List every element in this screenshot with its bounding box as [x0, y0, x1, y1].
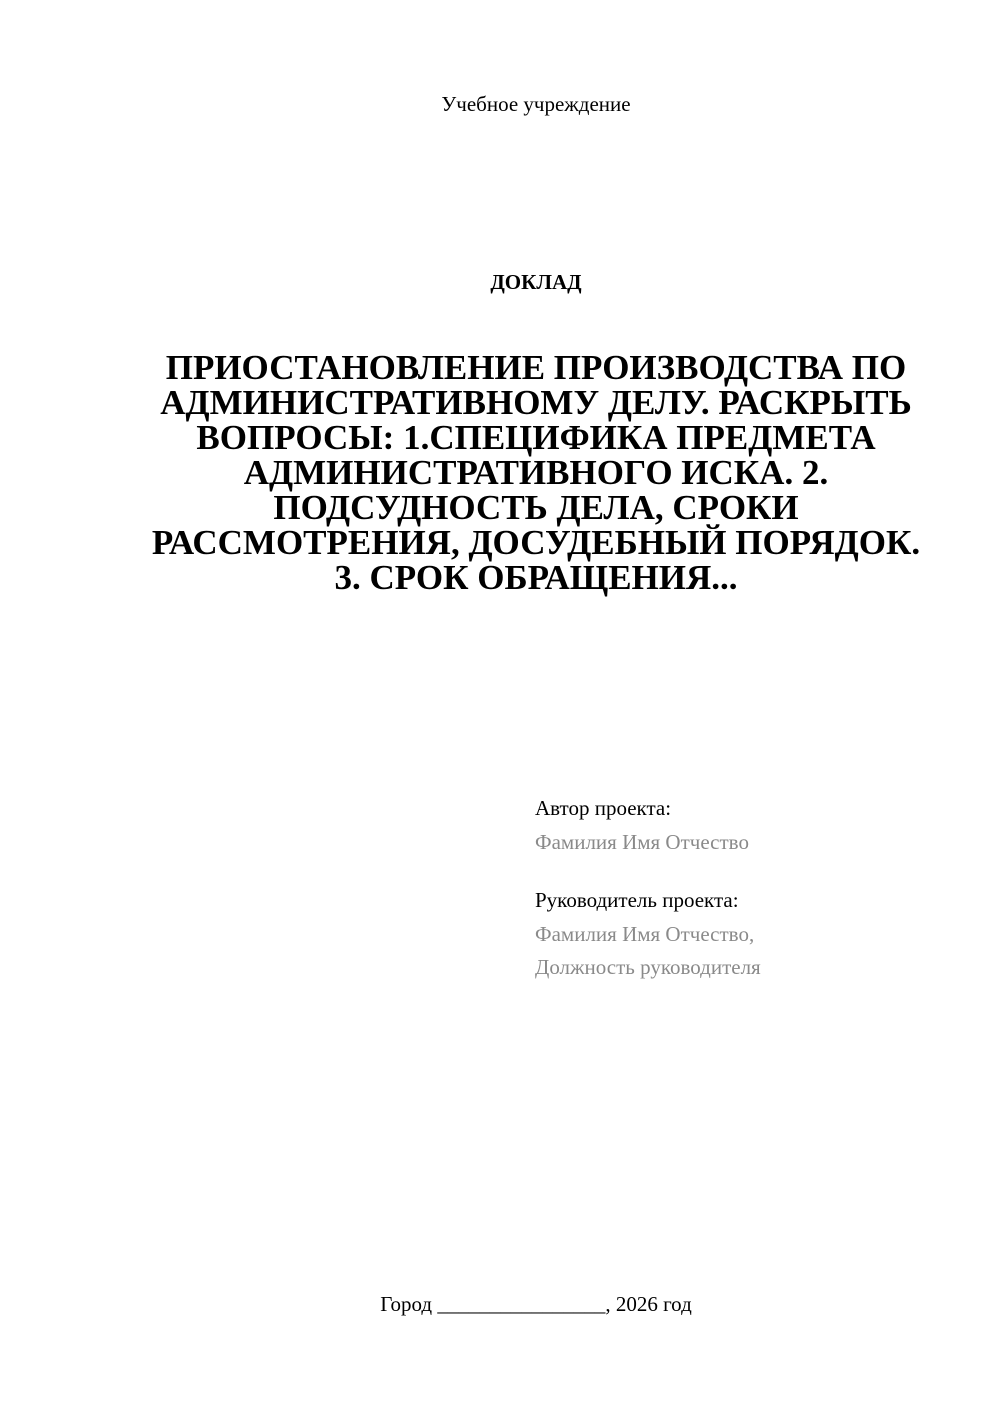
- institution-name: Учебное учреждение: [441, 92, 631, 116]
- author-label: Автор проекта:: [535, 796, 672, 820]
- document-title: ПРИОСТАНОВЛЕНИЕ ПРОИЗВОДСТВА ПО АДМИНИСТРАТИВНОМУ ДЕЛУ. РАСКРЫТЬ ВОПРОСЫ: 1.СПЕЦИФИКА ПРЕДМЕТА АДМИНИСТРАТИВНОГО ИСКА. 2. ПОДСУДНОСТЬ ДЕЛА, СРОКИ РАССМОТРЕНИЯ, ДОСУДЕБНЫЙ ПОРЯДОК. 3. СРОК ОБРАЩЕНИЯ...: [151, 348, 921, 597]
- credits-spacer: [535, 859, 975, 884]
- supervisor-name: Фамилия Имя Отчество,: [535, 921, 755, 946]
- supervisor-position: Должность руководителя: [535, 955, 761, 980]
- supervisor-label: Руководитель проекта:: [535, 888, 739, 913]
- city-year-line: Город ________________, 2026 год: [380, 1292, 692, 1316]
- author-name: Фамилия Имя Отчество: [535, 829, 749, 854]
- document-type: ДОКЛАД: [490, 270, 582, 294]
- credits-block: [535, 792, 975, 985]
